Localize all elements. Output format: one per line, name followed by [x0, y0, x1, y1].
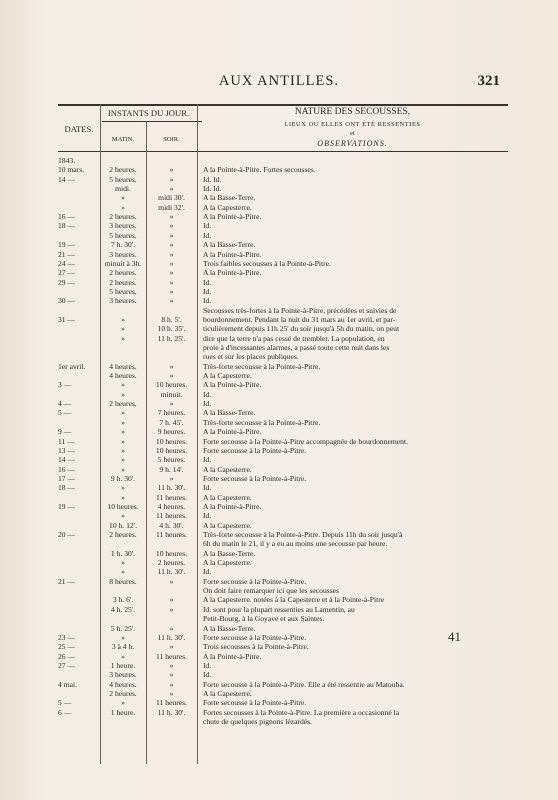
row-date: 25 — [58, 642, 76, 652]
row-soir: » [169, 576, 174, 586]
table-row [0, 194, 558, 202]
row-matin: » [121, 408, 125, 418]
row-date: 18 — [58, 483, 76, 493]
table-row [0, 512, 558, 520]
table-row [0, 709, 558, 717]
table-row [0, 690, 558, 698]
row-soir: » [169, 604, 174, 614]
table-row [0, 540, 558, 548]
row-matin: » [121, 389, 125, 399]
col-header-nature-sub3: OBSERVATIONS. [317, 139, 388, 148]
table-row [0, 391, 558, 399]
row-nature: Forte secousse à la Pointe-à-Pitre. [203, 576, 307, 586]
table-row [0, 466, 558, 474]
table-row [0, 335, 558, 343]
row-matin: 3 heures. [109, 221, 137, 231]
row-matin: 10 h. 12'. [109, 520, 137, 530]
row-soir: » [169, 296, 174, 306]
row-nature: Id. [203, 296, 212, 306]
row-nature: A la Pointe-à-Pitre. [203, 501, 262, 511]
row-matin: » [121, 464, 125, 474]
row-date: 13 — [58, 445, 76, 455]
row-soir: » [169, 642, 174, 652]
table-row [0, 297, 558, 305]
row-soir: midi 30'. [158, 193, 185, 203]
table-row [0, 718, 558, 726]
row-matin: 2 heures. [109, 530, 137, 539]
table-row [0, 503, 558, 511]
row-soir: 8 h. 5'. [161, 314, 182, 324]
table-row [0, 438, 558, 446]
row-nature: A la Basse-Terre. [203, 240, 256, 250]
row-matin: 3 à 4 h. [111, 642, 135, 652]
row-nature: Forte secousse à la Pointe-à-Pitre accompagnée de bourdonnement. [203, 436, 408, 446]
table-row [0, 653, 558, 661]
row-matin: 2 heures. [109, 277, 137, 287]
row-matin: » [121, 380, 125, 390]
row-nature: A la Capesterre. notées à la Capesterre et à la Pointe-à-Pitre [203, 595, 385, 605]
row-nature: A la Capesterre. [203, 492, 252, 502]
row-date: 21 — [58, 249, 76, 259]
table-row [0, 363, 558, 371]
row-soir: 5 heures. [157, 455, 186, 465]
row-nature: A la Pointe-à-Pitre. [203, 380, 262, 390]
row-date: 3 — [58, 380, 72, 390]
header-bottom-rule [58, 151, 508, 152]
row-nature: A la Pointe-à-Pitre. Fortes secousses. [203, 165, 316, 175]
table-row [0, 559, 558, 567]
row-matin: 9 h. 30'. [110, 473, 136, 483]
row-nature: Id. Id. [203, 174, 222, 184]
row-matin: 2 heures. [109, 268, 137, 278]
table-row [0, 522, 558, 530]
row-soir: midi 32'. [158, 202, 185, 212]
row-soir: 10 heures. [155, 548, 188, 558]
table-top-rule [58, 104, 508, 106]
table-row [0, 615, 558, 623]
row-soir: » [169, 670, 174, 680]
row-nature: Très-forte secousse à la Pointe-à-Pitre. Depuis 11h du soir jusqu'à [203, 530, 403, 539]
row-matin: 8 heures. [109, 576, 137, 586]
row-matin: 2 heures. [109, 688, 137, 698]
row-date: 20 — [58, 530, 76, 539]
row-soir: minuit. [160, 389, 183, 399]
row-matin: 2 heures. [109, 399, 137, 409]
row-nature: A la Capesterre. [203, 202, 252, 212]
row-matin: » [121, 436, 125, 446]
row-soir: 11 heures. [156, 651, 187, 661]
row-soir: 11 h. 30'. [157, 567, 186, 577]
col-header-nature: NATURE DES SECOUSSES, [294, 107, 411, 117]
table-row [0, 419, 558, 427]
row-date: 11 — [58, 436, 75, 446]
row-matin: 4 h. 25'. [110, 604, 136, 614]
row-soir: 11 heures. [156, 492, 187, 502]
row-soir: 11 h. 30'. [157, 707, 186, 717]
row-nature: Id. [203, 483, 212, 493]
row-nature: A la Pointe-à-Pitre. [203, 249, 262, 259]
row-nature: A la Capesterre. [203, 520, 252, 530]
row-matin: 4 heures. [109, 679, 137, 689]
table-row [0, 699, 558, 707]
row-matin: » [121, 567, 125, 577]
table-row [0, 428, 558, 436]
row-soir: » [169, 230, 174, 240]
row-date: 27 — [58, 660, 76, 670]
row-soir: » [169, 595, 174, 605]
table-row [0, 400, 558, 408]
row-date: 19 — [58, 240, 76, 250]
row-soir: 11 heures. [156, 698, 187, 708]
table-row [0, 625, 558, 633]
row-matin: 3 heures. [109, 249, 137, 259]
row-date: 16 — [58, 212, 76, 222]
row-matin: » [121, 483, 125, 493]
row-date: 4 mai. [58, 679, 77, 689]
row-soir: 10 heures. [155, 380, 188, 390]
row-date: 21 — [58, 576, 76, 586]
row-matin: » [121, 202, 125, 212]
row-date: 19 — [58, 501, 76, 511]
row-date: 23 — [58, 632, 76, 642]
row-date: 9 — [58, 427, 72, 437]
table-row [0, 166, 558, 174]
row-matin: minuit à 3h. [104, 258, 142, 268]
row-soir: 11 h. 25'. [157, 333, 186, 343]
row-nature: Très-forte secousse à la Pointe-à-Pitre. [203, 361, 321, 371]
row-nature: rues et sur les places publiques. [203, 352, 299, 362]
table-row [0, 409, 558, 417]
row-matin: 5 heures. [109, 230, 137, 240]
row-matin: » [121, 632, 125, 642]
row-matin: 1 heure. [110, 707, 136, 717]
row-matin: » [121, 324, 125, 334]
row-nature: Id. [203, 230, 212, 240]
row-matin: » [121, 698, 125, 708]
table-row [0, 606, 558, 614]
row-nature: Id. [203, 399, 212, 409]
col-header-matin: MATIN. [111, 136, 135, 143]
row-nature: A la Capesterre. [203, 558, 252, 568]
table-row [0, 634, 558, 642]
row-soir: 11 h. 30'. [157, 483, 186, 493]
row-soir: » [169, 212, 174, 222]
row-nature: dire que la terre n'a pas cessé de trembler. La population, en [203, 333, 385, 343]
row-nature: Très-forte secousse à la Pointe-à-Pitre. [203, 417, 321, 427]
row-matin: 4 heures. [109, 361, 137, 371]
row-nature: Id. [203, 670, 212, 680]
row-matin: » [121, 511, 125, 521]
table-row [0, 157, 558, 165]
row-soir: » [169, 268, 174, 278]
table-row [0, 456, 558, 464]
row-matin: » [121, 333, 125, 343]
col-header-nature-sub2: et [350, 130, 355, 137]
table-row [0, 484, 558, 492]
row-soir: » [169, 184, 174, 194]
table-row [0, 279, 558, 287]
row-nature: Forte secousse à la Pointe-à-Pitre. [203, 445, 307, 455]
row-nature: bourdonnement. Pendant la nuit du 31 mars au 1er avril, et par- [203, 314, 396, 324]
row-matin: 1 heure. [110, 660, 136, 670]
row-nature: A la Basse-Terre. [203, 548, 256, 558]
row-nature: A la Pointe-à-Pitre. [203, 651, 262, 661]
row-nature: Trois secousses à la Pointe-à-Pitre. [203, 642, 309, 652]
row-nature: Id. sont pour la plupart ressenties au Lamentin, au [203, 604, 355, 614]
row-soir: » [169, 399, 174, 409]
table-row [0, 578, 558, 586]
table-row [0, 494, 558, 502]
row-soir: » [169, 473, 174, 483]
row-soir: 9 h. 14'. [159, 464, 184, 474]
table-row [0, 447, 558, 455]
row-nature: ticulièrement depuis 11h 25' du soir jusqu'à 5h du matin, on peut [203, 324, 400, 334]
row-matin: » [121, 455, 125, 465]
row-nature: Id. [203, 511, 212, 521]
table-row [0, 475, 558, 483]
row-date: 4 — [58, 399, 72, 409]
row-nature: A la Pointe-à-Pitre. [203, 212, 262, 222]
table-row [0, 204, 558, 212]
row-date: 14 — [58, 174, 76, 184]
table-row [0, 344, 558, 352]
row-soir: » [169, 623, 174, 633]
row-matin: » [121, 445, 125, 455]
row-matin: 5 h. 25'. [110, 623, 136, 633]
row-matin: » [121, 558, 125, 568]
table-row [0, 316, 558, 324]
row-nature: Id. [203, 567, 212, 577]
table-row [0, 260, 558, 268]
row-date: 14 — [58, 455, 76, 465]
table-row [0, 643, 558, 651]
row-nature: Forte secousse à la Pointe-à-Pitre. Elle a été ressentie au Matouba. [203, 679, 405, 689]
row-nature: chute de quelques pignons lézardés. [203, 717, 313, 726]
row-matin: 7 h. 30'. [110, 240, 136, 250]
table-row [0, 372, 558, 380]
row-nature: Id. [203, 660, 212, 670]
row-matin: 4 heures. [109, 371, 137, 381]
table-row [0, 662, 558, 670]
row-soir: » [169, 679, 174, 689]
row-soir: 10 h. 35'. [157, 324, 186, 334]
row-matin: 3 h. 6'. [112, 595, 134, 605]
row-soir: 10 heures. [155, 445, 188, 455]
row-nature: Fortes secousses à la Pointe-à-Pitre. La première a occasionné la [203, 707, 400, 717]
row-date: 24 — [58, 258, 76, 268]
row-nature: A la Basse-Terre. [203, 193, 256, 203]
row-nature: Id. [203, 221, 212, 231]
table-row [0, 241, 558, 249]
row-date: 5 — [58, 408, 72, 418]
table-row [0, 681, 558, 689]
row-matin: » [121, 314, 125, 324]
row-nature: 6h du matin le 21, il y a eu au moins une secousse par heure. [203, 539, 388, 549]
row-nature: Id. [203, 389, 212, 399]
row-soir: » [169, 286, 174, 296]
table-row [0, 596, 558, 604]
row-matin: 2 heures. [109, 212, 137, 222]
row-date: 6 — [58, 707, 72, 717]
table-row [0, 587, 558, 595]
row-date: 30 — [58, 296, 76, 306]
row-nature: Trois faibles secousses à la Pointe-à-Pitre. [203, 258, 331, 268]
table-row [0, 269, 558, 277]
row-date: 10 mars. [58, 165, 85, 175]
row-soir: 9 heures. [157, 427, 186, 437]
row-soir: » [169, 371, 174, 381]
row-soir: » [169, 660, 174, 670]
table-row [0, 353, 558, 361]
row-matin: » [121, 651, 125, 661]
table-row [0, 176, 558, 184]
row-nature: Forte secousse à la Pointe-à-Pitre. [203, 698, 307, 708]
row-nature: Id. Id. [203, 184, 222, 194]
row-soir: 2 heures. [157, 558, 186, 568]
row-date: 16 — [58, 464, 76, 474]
row-nature: On doit faire remarquer ici que les secousses [203, 586, 340, 596]
table-row [0, 550, 558, 558]
page-number: 321 [477, 73, 500, 89]
row-matin: » [121, 417, 125, 427]
row-soir: » [169, 258, 174, 268]
row-matin: 10 heures. [107, 501, 139, 511]
row-matin: » [121, 193, 125, 203]
row-date: 26 — [58, 651, 76, 661]
row-nature: Id. [203, 277, 212, 287]
table-row [0, 307, 558, 315]
row-nature: A la Capesterre. [203, 371, 252, 381]
row-matin: » [121, 492, 125, 502]
row-nature: A la Basse-Terre. [203, 408, 256, 418]
row-nature: proie à d'incessantes alarmes, a passé toute cette nuit dans les [203, 343, 390, 352]
row-soir: » [169, 221, 174, 231]
row-soir: 11 h. 30'. [157, 632, 186, 642]
table-row [0, 213, 558, 221]
table-row [0, 325, 558, 333]
row-soir: 11 heures. [156, 530, 187, 539]
table-row [0, 222, 558, 230]
row-soir: » [169, 174, 174, 184]
row-matin: 5 heures. [109, 174, 137, 184]
row-soir: » [169, 277, 174, 287]
row-soir: » [169, 361, 174, 371]
row-date: 1er avril. [58, 361, 86, 371]
col-header-nature-sub1: LIEUX OU ELLES ONT ÉTÉ RESSENTIES [284, 121, 421, 128]
row-date: 18 — [58, 221, 76, 231]
table-row [0, 251, 558, 259]
row-soir: » [169, 165, 174, 175]
table-row [0, 185, 558, 193]
row-nature: Id. [203, 286, 212, 296]
row-date: 1843. [58, 156, 76, 165]
row-soir: » [169, 240, 174, 250]
running-header [0, 73, 558, 93]
row-date: 31 — [58, 314, 76, 324]
row-matin: 1 h. 30'. [110, 548, 136, 558]
row-nature: A la Capesterre. [203, 464, 252, 474]
row-nature: A la Capesterre. [203, 688, 252, 698]
row-date: 17 — [58, 473, 76, 483]
row-nature: Id. [203, 455, 212, 465]
row-nature: A la Pointe-à-Pitre. [203, 427, 262, 437]
row-nature: Petit-Bourg, à la Goyave et aux Saintes. [203, 614, 325, 624]
row-matin: 2 heures. [109, 165, 137, 175]
row-nature: Forte secousse à la Pointe-à-Pitre. [203, 473, 307, 483]
table-row [0, 232, 558, 240]
row-soir: 10 heures. [155, 436, 188, 446]
row-soir: 4 h. 30'. [159, 520, 184, 530]
col-header-dates: DATES. [64, 124, 94, 134]
row-date: 5 — [58, 698, 72, 708]
row-soir: » [169, 249, 174, 259]
row-soir: 7 heures. [157, 408, 186, 418]
row-matin: midi. [115, 184, 131, 194]
page-title: AUX ANTILLES. [218, 73, 340, 89]
row-nature: A la Basse-Terre. [203, 623, 256, 633]
signature-mark: 41 [448, 629, 461, 644]
row-matin: 5 heures. [109, 286, 137, 296]
instants-sub-rule [102, 121, 202, 122]
row-nature: Secousses très-fortes à la Pointe-à-Pitre, précédées et suivies de [203, 305, 397, 315]
row-matin: 3 heures. [109, 670, 137, 680]
row-nature: Forte secousse à la Pointe-à-Pitre. [203, 632, 307, 642]
row-date: 27 — [58, 268, 76, 278]
row-soir: 11 heures. [156, 511, 187, 521]
table-row [0, 671, 558, 679]
row-soir: » [169, 688, 174, 698]
row-soir: 7 h. 45'. [159, 417, 184, 427]
table-row [0, 568, 558, 576]
row-matin: 3 heures. [109, 296, 137, 306]
table-row [0, 381, 558, 389]
row-date: 29 — [58, 277, 76, 287]
table-row [0, 531, 558, 539]
row-matin: » [121, 427, 125, 437]
row-soir: 4 heures. [157, 501, 186, 511]
col-header-soir: SOIR. [163, 136, 180, 143]
table-row [0, 288, 558, 296]
row-nature: A la Pointe-à-Pitre. [203, 268, 262, 278]
col-header-instants: INSTANTS DU JOUR. [107, 108, 190, 118]
